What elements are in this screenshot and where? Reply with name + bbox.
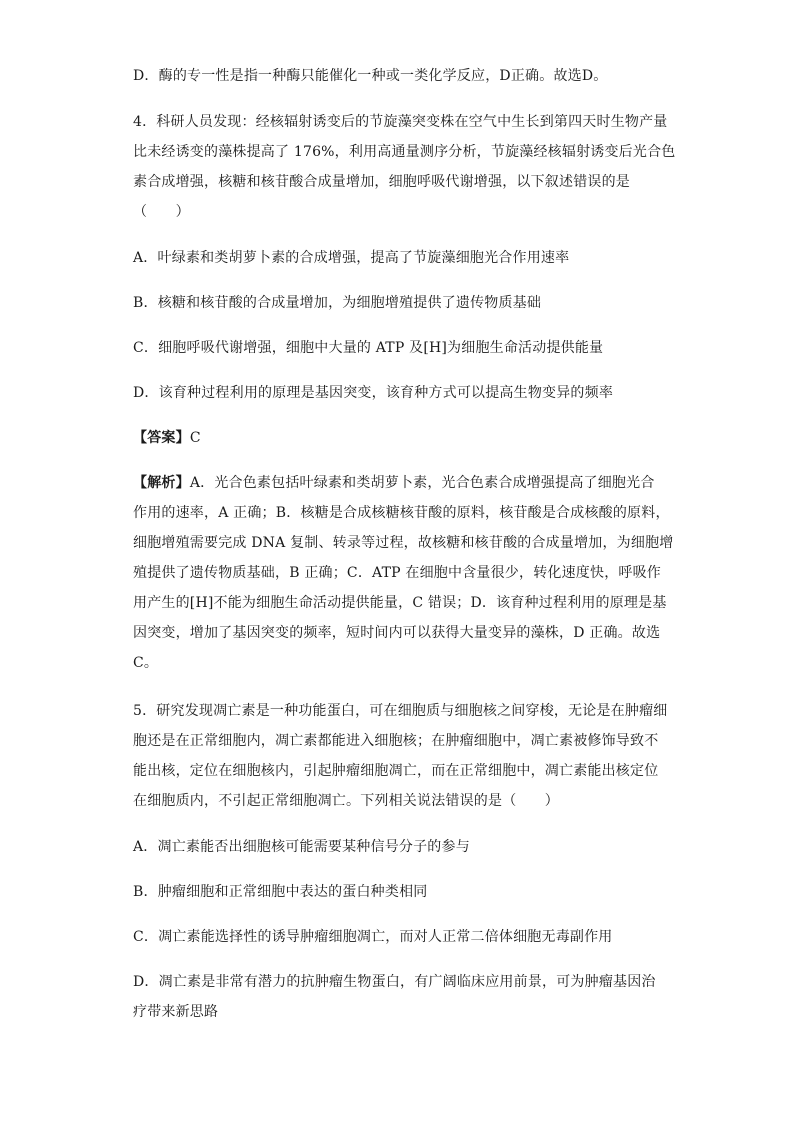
q4-analysis-line: 因突变，增加了基因突变的频率，短时间内可以获得大量变异的藻株，D 正确。故选 bbox=[133, 625, 661, 641]
q5-option-a: A．凋亡素能否出细胞核可能需要某种信号分子的参与 bbox=[133, 839, 470, 855]
q4-analysis-line: 细胞增殖需要完成 DNA 复制、转录等过程，故核糖和核苷酸的合成量增加，为细胞增 bbox=[133, 535, 674, 551]
q4-answer bbox=[133, 428, 663, 448]
q4-stem-line: 4．科研人员发现：经核辐射诱变后的节旋藻突变株在空气中生长到第四天时生物产量 bbox=[133, 114, 668, 130]
answer-label: 【答案】 bbox=[133, 430, 190, 446]
q4-option-c: C．细胞呼吸代谢增强，细胞中大量的 ATP 及[H]为细胞生命活动提供能量 bbox=[133, 340, 604, 356]
analysis-label: 【解析】 bbox=[133, 475, 190, 491]
q5-option-c: C．凋亡素能选择性的诱导肿瘤细胞凋亡，而对人正常二倍体细胞无毒副作用 bbox=[133, 929, 613, 945]
q4-stem-line: （ ） bbox=[133, 204, 190, 220]
q5-stem-line: 胞还是在正常细胞内，凋亡素都能进入细胞核；在肿瘤细胞中，凋亡素被修饰导致不 bbox=[133, 733, 659, 749]
q4-stem-line: 比未经诱变的藻株提高了 176%，利用高通量测序分析，节旋藻经核辐射诱变后光合色 bbox=[133, 144, 676, 160]
q4-option-d: D．该育种过程利用的原理是基因突变，该育种方式可以提高生物变异的频率 bbox=[133, 385, 614, 401]
q5-option-b: B．肿瘤细胞和正常细胞中表达的蛋白种类相同 bbox=[133, 884, 428, 900]
q4-analysis-line bbox=[133, 473, 663, 493]
q4-option-a: A．叶绿素和类胡萝卜素的合成增强，提高了节旋藻细胞光合作用速率 bbox=[133, 250, 570, 266]
q5-option-d: D．凋亡素是非常有潜力的抗肿瘤生物蛋白，有广阔临床应用前景，可为肿瘤基因治 bbox=[133, 974, 656, 990]
q4-analysis-line: 用产生的[H]不能为细胞生命活动提供能量，C 错误；D．该育种过程利用的原理是基 bbox=[133, 595, 667, 611]
q4-analysis-line: C。 bbox=[133, 655, 159, 671]
q4-analysis-line: 殖提供了遗传物质基础，B 正确；C．ATP 在细胞中含量很少，转化速度快，呼吸作 bbox=[133, 565, 662, 581]
q5-stem-line: 在细胞质内，不引起正常细胞凋亡。下列相关说法错误的是（ ） bbox=[133, 793, 559, 809]
q5-stem-line: 5．研究发现凋亡素是一种功能蛋白，可在细胞质与细胞核之间穿梭，无论是在肿瘤细 bbox=[133, 703, 668, 719]
q4-option-b: B．核糖和核苷酸的合成量增加，为细胞增殖提供了遗传物质基础 bbox=[133, 295, 542, 311]
q4-stem-line: 素合成增强，核糖和核苷酸合成量增加，细胞呼吸代谢增强，以下叙述错误的是 bbox=[133, 174, 630, 190]
q4-analysis-line: 作用的速率，A 正确；B．核糖是合成核糖核苷酸的原料，核苷酸是合成核酸的原料， bbox=[133, 505, 670, 521]
q5-option-d: 疗带来新思路 bbox=[133, 1004, 219, 1020]
answer-value: C bbox=[189, 430, 201, 446]
q5-stem-line: 能出核，定位在细胞核内，引起肿瘤细胞凋亡，而在正常细胞中，凋亡素能出核定位 bbox=[133, 763, 659, 779]
prev-option-d: D．酶的专一性是指一种酶只能催化一种或一类化学反应，D正确。故选D。 bbox=[133, 68, 608, 84]
analysis-text: A．光合色素包括叶绿素和类胡萝卜素，光合色素合成增强提高了细胞光合 bbox=[189, 475, 655, 491]
